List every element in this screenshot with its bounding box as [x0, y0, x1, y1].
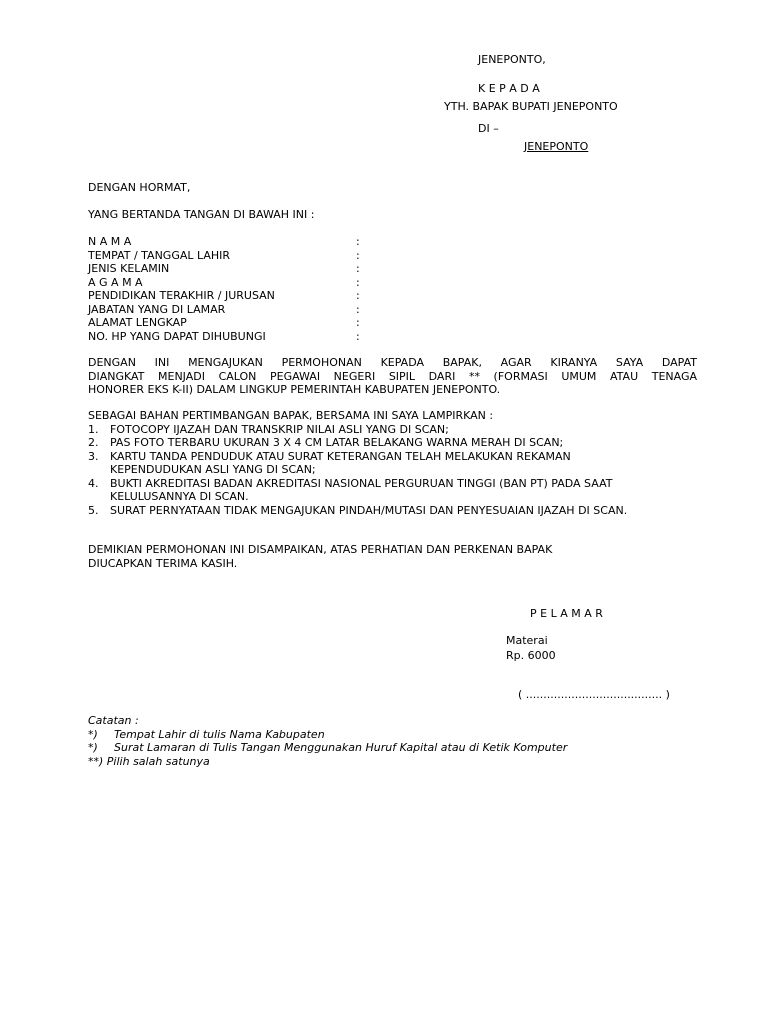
stamp-label: Materai — [506, 634, 548, 647]
intro-line: YANG BERTANDA TANGAN DI BAWAH INI : — [88, 208, 315, 221]
form-colon: : — [356, 275, 360, 289]
form-field-alamat — [88, 316, 388, 330]
form-label: NO. HP YANG DAPAT DIHUBUNGI — [88, 329, 266, 343]
di-label: DI – — [478, 122, 499, 135]
note-item — [88, 741, 567, 755]
list-text: SURAT PERNYATAAN TIDAK MENGAJUKAN PINDAH/MUTASI DAN PENYESUAIAN IJAZAH DI SCAN. — [110, 503, 628, 517]
list-number: 4. — [88, 476, 99, 490]
body-line: HONORER EKS K-II) DALAM LINGKUP PEMERINTAH KABUPATEN JENEPONTO. — [88, 383, 501, 396]
form-colon: : — [356, 235, 360, 248]
form-label: A G A M A — [88, 275, 143, 289]
closing-line: DIUCAPKAN TERIMA KASIH. — [88, 556, 238, 570]
form-field-nama — [88, 235, 388, 249]
attachments-intro: SEBAGAI BAHAN PERTIMBANGAN BAPAK, BERSAMA INI SAYA LAMPIRKAN : — [88, 409, 494, 422]
list-item — [88, 436, 698, 450]
note-item — [88, 728, 567, 742]
form-label: TEMPAT / TANGGAL LAHIR — [88, 248, 231, 262]
form-colon: : — [356, 248, 360, 262]
stamp-value: Rp. 6000 — [506, 649, 556, 662]
list-item — [88, 477, 698, 504]
body-line: DIANGKAT MENJADI CALON PEGAWAI NEGERI SIPIL DARI ** (FORMASI UMUM ATAU TENAGA — [88, 369, 697, 383]
note-text: Pilih salah satunya — [106, 754, 210, 768]
list-item — [88, 423, 698, 437]
addressee: YTH. BAPAK BUPATI JENEPONTO — [444, 100, 618, 113]
form-colon: : — [356, 329, 360, 343]
attachments-list — [88, 423, 698, 518]
form-field-jabatan — [88, 303, 388, 317]
list-item — [88, 450, 698, 477]
note-mark: *) — [88, 727, 98, 741]
list-number: 3. — [88, 449, 99, 463]
list-number: 1. — [88, 422, 99, 436]
note-mark: **) — [88, 754, 104, 768]
form-field-agama — [88, 276, 388, 290]
form-colon: : — [356, 316, 360, 329]
di-city: JENEPONTO — [524, 140, 589, 153]
form-colon: : — [356, 262, 360, 275]
note-text: Surat Lamaran di Tulis Tangan Menggunakan Huruf Kapital atau di Ketik Komputer — [114, 741, 568, 754]
form-label: PENDIDIKAN TERAKHIR / JURUSAN — [88, 289, 275, 302]
list-text: FOTOCOPY IJAZAH DAN TRANSKRIP NILAI ASLI YANG DI SCAN; — [110, 422, 449, 436]
form-field-tempat-tanggal-lahir — [88, 249, 388, 263]
list-number: 2. — [88, 436, 99, 449]
greeting: DENGAN HORMAT, — [88, 181, 191, 194]
form-label: N A M A — [88, 235, 132, 248]
form-field-pendidikan — [88, 289, 388, 303]
form-colon: : — [356, 302, 360, 316]
body-line: DENGAN INI MENGAJUKAN PERMOHONAN KEPADA BAPAK, AGAR KIRANYA SAYA DAPAT — [88, 356, 697, 369]
notes-block — [88, 714, 567, 768]
body-paragraph — [88, 356, 697, 397]
list-text: BUKTI AKREDITASI BADAN AKREDITASI NASIONAL PERGURUAN TINGGI (BAN PT) PADA SAAT KELULUSANNYA DI SCAN. — [110, 476, 613, 503]
list-number: 5. — [88, 503, 99, 517]
form-colon: : — [356, 289, 360, 302]
city-date-line: JENEPONTO, — [478, 53, 546, 66]
form-label: JABATAN YANG DI LAMAR — [88, 302, 226, 316]
list-text: PAS FOTO TERBARU UKURAN 3 X 4 CM LATAR BELAKANG WARNA MERAH DI SCAN; — [110, 436, 564, 449]
note-item — [88, 755, 567, 769]
form-label: JENIS KELAMIN — [88, 262, 170, 275]
signature-name-blank: ( ....................................... ) — [518, 688, 670, 701]
list-text: KARTU TANDA PENDUDUK ATAU SURAT KETERANGAN TELAH MELAKUKAN REKAMAN KEPENDUDUKAN ASLI YANG DI SCAN; — [110, 449, 571, 476]
form-field-jenis-kelamin — [88, 262, 388, 276]
note-text: Tempat Lahir di tulis Nama Kabupaten — [114, 727, 325, 741]
notes-title: Catatan : — [88, 714, 139, 727]
form-label: ALAMAT LENGKAP — [88, 316, 187, 329]
closing-line: DEMIKIAN PERMOHONAN INI DISAMPAIKAN, ATAS PERHATIAN DAN PERKENAN BAPAK — [88, 543, 553, 556]
to-label: K E P A D A — [478, 82, 540, 95]
signature-role: P E L A M A R — [530, 607, 603, 620]
note-mark: *) — [88, 741, 98, 754]
form-field-no-hp — [88, 330, 388, 344]
list-item — [88, 504, 698, 518]
